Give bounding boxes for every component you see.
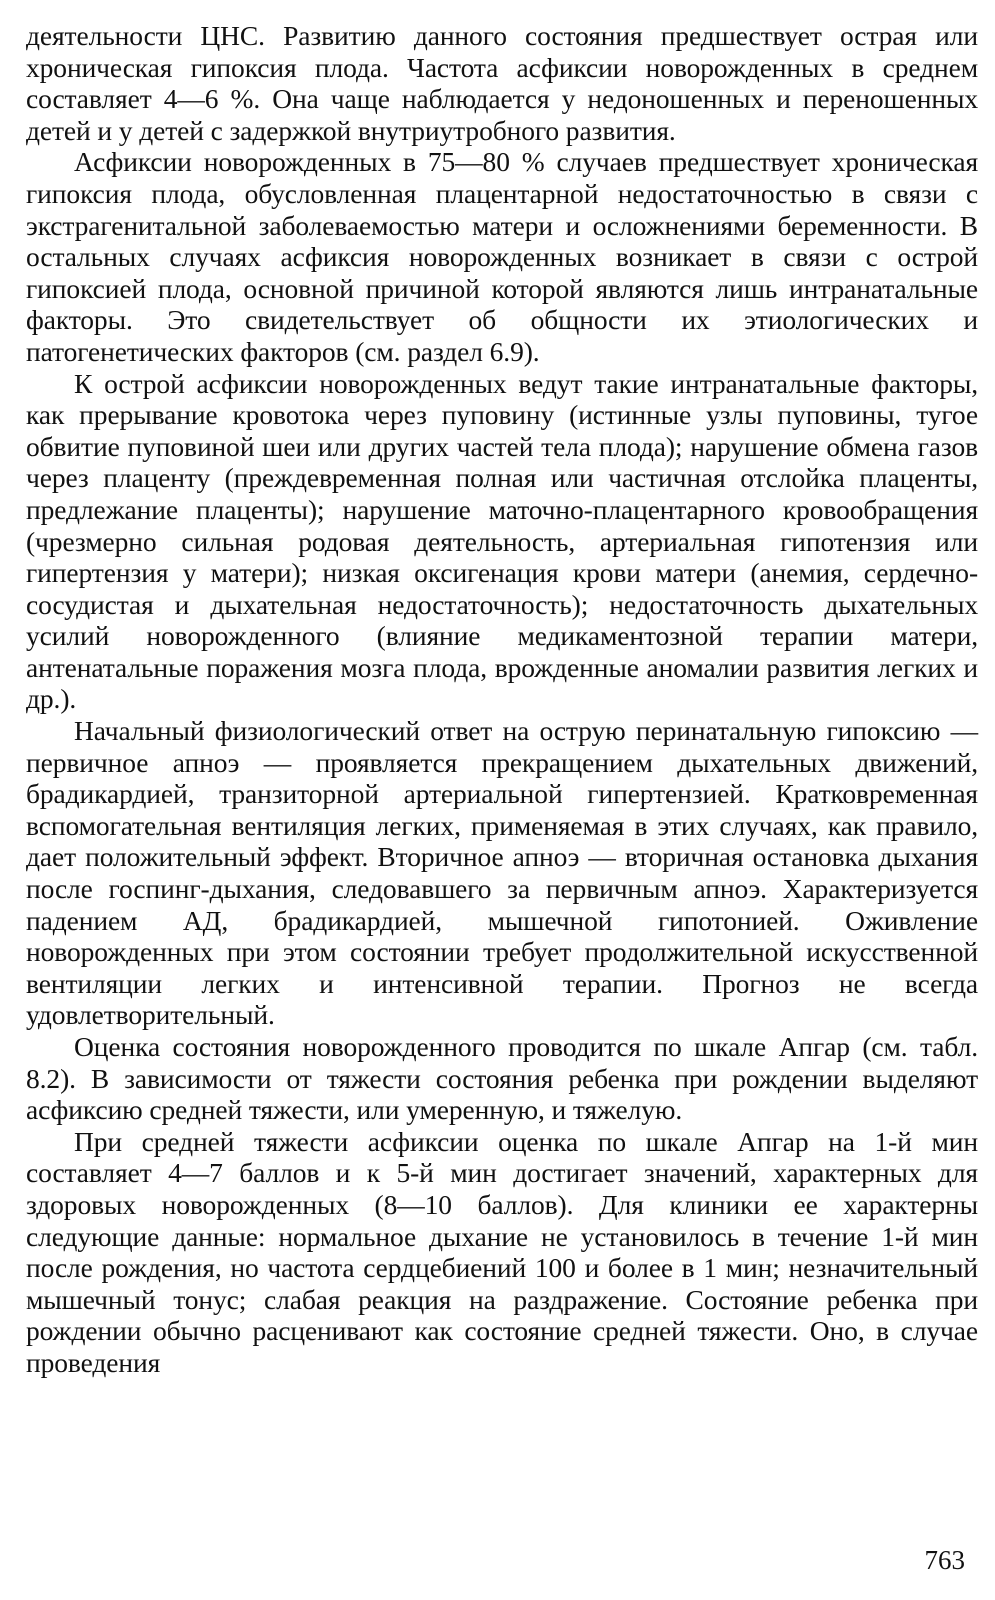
page-number: 763 [924,1545,965,1575]
paragraph-chronic-hypoxia: Асфиксии новорожденных в 75—80 % случаев предшествует хроническая гипоксия плода, обусловленная плацентарной недостаточностью в связи с экстрагенитальной заболеваемостью матери и осложнениями беременности. В остальных случаях асфиксия новорожденных возникает в связи с острой гипоксией плода, основной причиной которой являются лишь интранатальные факторы. Это свидетельствует об общности их этиологических и патогенетических факторов (см. раздел 6.9). [26,146,978,367]
paragraph-continued: деятельности ЦНС. Развитию данного состояния предшествует острая или хроническая гипоксия плода. Частота асфиксии новорожденных в среднем составляет 4—6 %. Она чаще наблюдается у недоношенных и переношенных детей и у детей с задержкой внутриутробного развития. [26,20,978,146]
page-body-text [26,20,978,1379]
paragraph-moderate-asphyxia: При средней тяжести асфиксии оценка по шкале Апгар на 1-й мин составляет 4—7 баллов и к 5-й мин достигает значений, характерных для здоровых новорожденных (8—10 баллов). Для клиники ее характерны следующие данные: нормальное дыхание не установилось в течение 1-й мин после рождения, но частота сердцебиений 100 и более в 1 мин; незначительный мышечный тонус; слабая реакция на раздражение. Состояние ребенка при рождении обычно расценивают как состояние средней тяжести. Оно, в случае проведения [26,1125,978,1378]
paragraph-apgar-assessment: Оценка состояния новорожденного проводится по шкале Апгар (см. табл. 8.2). В зависимости от тяжести состояния ребенка при рождении выделяют асфиксию средней тяжести, или умеренную, и тяжелую. [26,1031,978,1126]
paragraph-intranatal-factors: К острой асфиксии новорожденных ведут такие интранатальные факторы, как прерывание кровотока через пуповину (истинные узлы пуповины, тугое обвитие пуповиной шеи или других частей тела плода); нарушение обмена газов через плаценту (преждевременная полная или частичная отслойка плаценты, предлежание плаценты); нарушение маточно-плацентарного кровообращения (чрезмерно сильная родовая деятельность, артериальная гипотензия или гипертензия у матери); низкая оксигенация крови матери (анемия, сердечно-сосудистая и дыхательная недостаточность); недостаточность дыхательных усилий новорожденного (влияние медикаментозной терапии матери, антенатальные поражения мозга плода, врожденные аномалии развития легких и др.). [26,367,978,715]
paragraph-apnea-response: Начальный физиологический ответ на острую перинатальную гипоксию — первичное апноэ — проявляется прекращением дыхательных движений, брадикардией, транзиторной артериальной гипертензией. Кратковременная вспомогательная вентиляция легких, применяемая в этих случаях, как правило, дает положительный эффект. Вторичное апноэ — вторичная остановка дыхания после госпинг-дыхания, следовавшего за первичным апноэ. Характеризуется падением АД, брадикардией, мышечной гипотонией. Оживление новорожденных при этом состоянии требует продолжительной искусственной вентиляции легких и интенсивной терапии. Прогноз не всегда удовлетворительный. [26,715,978,1031]
